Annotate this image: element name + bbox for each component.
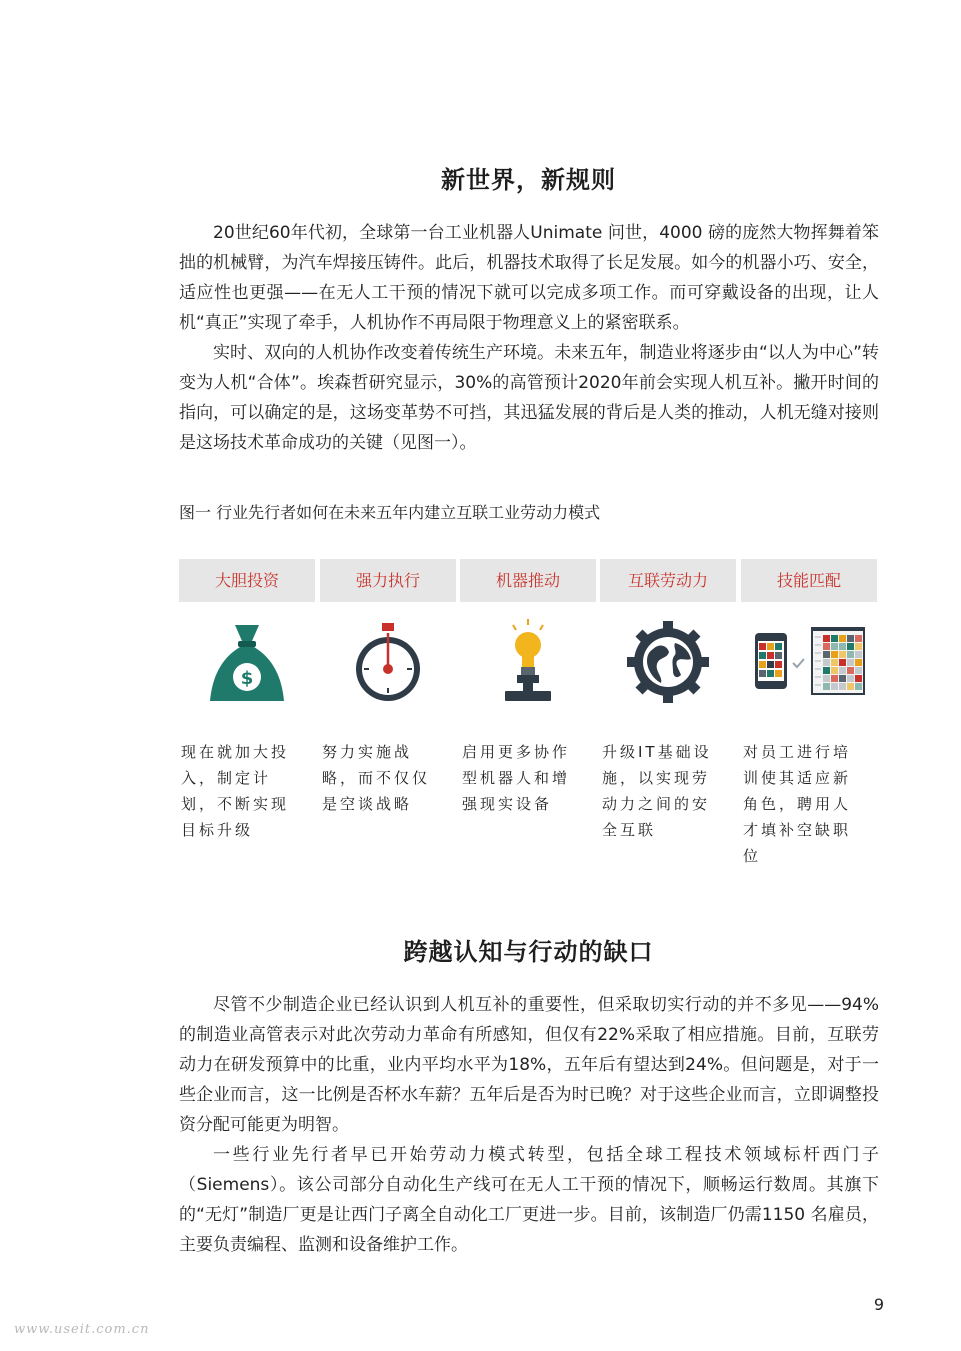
column-header: 强力执行 <box>320 559 456 602</box>
svg-text:$: $ <box>240 668 254 689</box>
column-header: 互联劳动力 <box>600 559 736 602</box>
globe-gear-icon <box>600 619 736 705</box>
paragraph: 20世纪60年代初，全球第一台工业机器人Unimate 问世，4000 磅的庞然大物挥舞着笨拙的机械臂，为汽车焊接压铸件。此后，机器技术取得了长足发展。如今的机器小巧、安全，适应性也更强——在无人工干预的情况下就可以完成多项工作。而可穿戴设备的出现，让人机“真正”实现了牵手，人机协作不再局限于物理意义上的紧密联系。 <box>179 223 879 333</box>
matching-devices-icon <box>741 619 877 705</box>
stopwatch-target-icon <box>320 619 456 705</box>
figure-column-skills <box>741 559 877 865</box>
section-title-gap: 跨越认知与行动的缺口 <box>403 938 654 966</box>
paragraph: 尽管不少制造企业已经认识到人机互补的重要性，但采取切实行动的并不多见——94%的制造业高管表示对此次劳动力革命有所感知，但仅有22%采取了相应措施。目前，互联劳动力在研发预算中的比重，业内平均水平为18%，五年后有望达到24%。但问题是，对于一些企业而言，这一比例是否杯水车薪？五年后是否为时已晚？对于这些企业而言，立即调整投资分配可能更为明智。 <box>179 995 879 1135</box>
column-text: 现在就加大投入，制定计划，不断实现目标升级 <box>181 743 290 839</box>
figure-workforce-model <box>179 559 879 879</box>
column-header: 机器推动 <box>460 559 596 602</box>
column-text: 努力实施战略，而不仅仅是空谈战略 <box>322 743 431 813</box>
column-text: 对员工进行培训使其适应新角色，聘用人才填补空缺职位 <box>743 743 852 865</box>
figure-column-invest <box>179 559 315 839</box>
figure-column-machine <box>460 559 596 813</box>
section-title-new-world: 新世界，新规则 <box>441 166 616 194</box>
column-header: 技能匹配 <box>741 559 877 602</box>
lightbulb-icon <box>460 619 596 705</box>
figure-column-connected <box>600 559 736 839</box>
figure-caption: 图一 行业先行者如何在未来五年内建立互联工业劳动力模式 <box>179 503 601 522</box>
page-number: 9 <box>873 1295 884 1314</box>
paragraph: 一些行业先行者早已开始劳动力模式转型，包括全球工程技术领域标杆西门子（Siemens）。该公司部分自动化生产线可在无人工干预的情况下，顺畅运行数周。其旗下的“无灯”制造厂更是让西门子离全自动化工厂更进一步。目前，该制造厂仍需1150 名雇员，主要负责编程、监测和设备维护工作。 <box>179 1145 879 1255</box>
figure-column-execute <box>320 559 456 813</box>
watermark: www.useit.com.cn <box>14 1322 150 1337</box>
column-text: 升级IT基础设施，以实现劳动力之间的安全互联 <box>602 743 712 839</box>
column-text: 启用更多协作型机器人和增强现实设备 <box>462 743 571 813</box>
paragraph: 实时、双向的人机协作改变着传统生产环境。未来五年，制造业将逐步由“以人为中心”转变为人机“合体”。埃森哲研究显示，30%的高管预计2020年前会实现人机互补。撇开时间的指向，可以确定的是，这场变革势不可挡，其迅猛发展的背后是人类的推动，人机无缝对接则是这场技术革命成功的关键（见图一）。 <box>179 343 879 453</box>
money-bag-icon <box>179 619 315 705</box>
column-header: 大胆投资 <box>179 559 315 602</box>
